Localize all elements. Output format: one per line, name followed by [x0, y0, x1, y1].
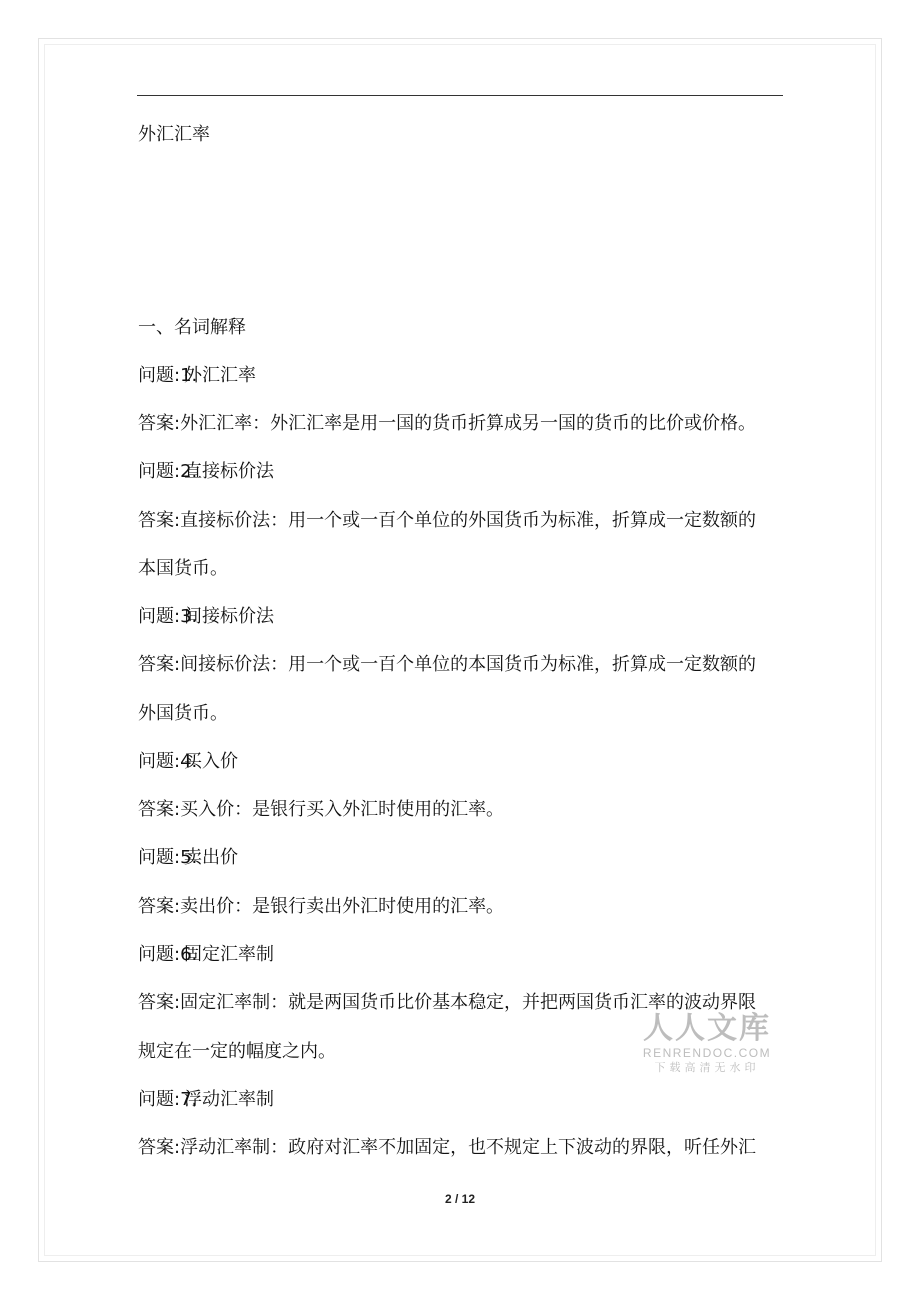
answer-3: 答案:间接标价法：用一个或一百个单位的本国货币为标准，折算成一定数额的	[138, 654, 757, 675]
question-term: 卖出价	[184, 847, 238, 868]
section-heading: 一、名词解释	[138, 317, 246, 338]
question-prefix: 问题:5.	[138, 847, 198, 868]
question-prefix: 问题:2.	[138, 461, 198, 482]
document-title: 外汇汇率	[138, 124, 210, 145]
question-prefix: 问题:3.	[138, 606, 198, 627]
answer-1: 答案:外汇汇率：外汇汇率是用一国的货币折算成另一国的货币的比价或价格。	[138, 413, 757, 434]
question-prefix: 问题:4.	[138, 751, 198, 772]
answer-2: 答案:直接标价法：用一个或一百个单位的外国货币为标准，折算成一定数额的	[138, 510, 757, 531]
question-4	[138, 750, 238, 774]
question-7	[138, 1088, 274, 1112]
watermark-en: RENRENDOC.COM	[642, 1046, 772, 1060]
answer-7: 答案:浮动汇率制：政府对汇率不加固定，也不规定上下波动的界限，听任外汇	[138, 1137, 757, 1158]
page-number: 2 / 12	[444, 1192, 476, 1206]
answer-4: 答案:买入价：是银行买入外汇时使用的汇率。	[138, 799, 505, 820]
question-prefix: 问题:1.	[138, 365, 198, 386]
answer-2-continued: 本国货币。	[138, 558, 228, 579]
answer-6-continued: 规定在一定的幅度之内。	[138, 1041, 336, 1062]
watermark-logo	[640, 1012, 774, 1076]
question-term: 浮动汇率制	[184, 1089, 274, 1110]
question-prefix: 问题:7.	[138, 1089, 198, 1110]
question-term: 直接标价法	[184, 461, 274, 482]
answer-6: 答案:固定汇率制：就是两国货币比价基本稳定，并把两国货币汇率的波动界限	[138, 992, 757, 1013]
answer-5: 答案:卖出价：是银行卖出外汇时使用的汇率。	[138, 896, 505, 917]
question-1	[138, 364, 256, 388]
question-term: 固定汇率制	[184, 944, 274, 965]
question-term: 外汇汇率	[184, 365, 256, 386]
watermark-sub: 下载高清无水印	[654, 1061, 760, 1074]
question-3	[138, 605, 274, 629]
question-6	[138, 943, 274, 967]
question-2	[138, 460, 274, 484]
watermark-cn: 人人文库	[643, 1011, 771, 1046]
header-rule	[137, 95, 783, 96]
question-term: 买入价	[184, 751, 238, 772]
answer-3-continued: 外国货币。	[138, 703, 228, 724]
question-term: 间接标价法	[184, 606, 274, 627]
question-prefix: 问题:6.	[138, 944, 198, 965]
question-5	[138, 846, 238, 870]
